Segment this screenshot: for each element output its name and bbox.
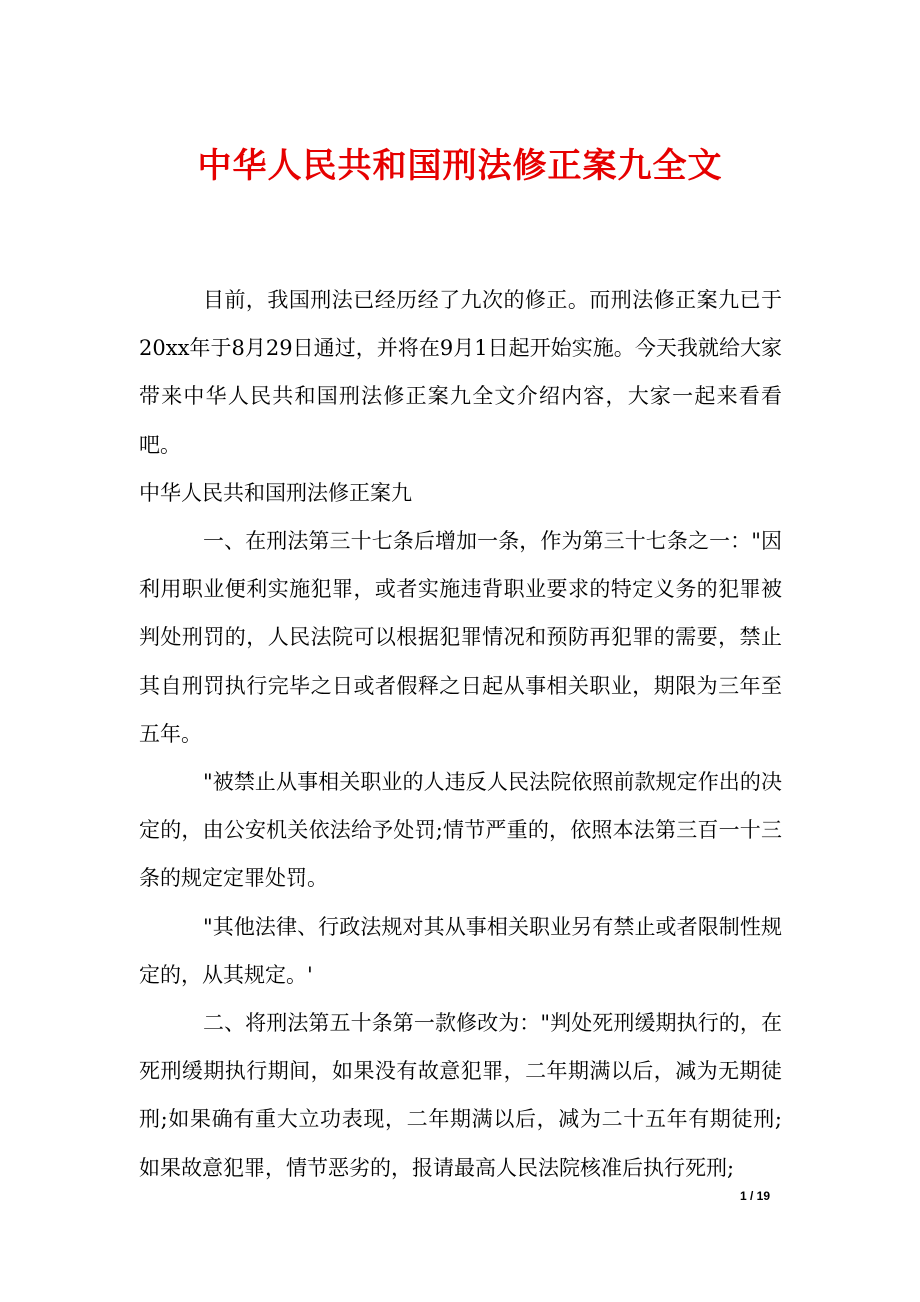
document-body bbox=[139, 276, 782, 1192]
article-two-paragraph: 二、将刑法第五十条第一款修改为："判处死刑缓期执行的，在死刑缓期执行期间，如果没有故意犯罪，二年期满以后，减为无期徒刑;如果确有重大立功表现，二年期满以后，减为二十五年有期徒刑;如果故意犯罪，情节恶劣的，报请最高人民法院核准后执行死刑; bbox=[139, 1011, 782, 1180]
intro-paragraph: 目前，我国刑法已经历经了九次的修正。而刑法修正案九已于20xx年于8月29日通过，并将在9月1日起开始实施。今天我就给大家带来中华人民共和国刑法修正案九全文介绍内容，大家一起来看看吧。 bbox=[139, 288, 782, 457]
document-title: 中华人民共和国刑法修正案九全文 bbox=[197, 146, 723, 186]
article-one-clause-three: "其他法律、行政法规对其从事相关职业另有禁止或者限制性规定的，从其规定。' bbox=[139, 914, 782, 987]
section-heading: 中华人民共和国刑法修正案九 bbox=[139, 480, 412, 505]
article-one-clause-two: "被禁止从事相关职业的人违反人民法院依照前款规定作出的决定的，由公安机关依法给予处罚;情节严重的，依照本法第三百一十三条的规定定罪处罚。 bbox=[139, 770, 782, 891]
page-number: 1 / 19 bbox=[740, 1189, 771, 1203]
article-one-paragraph: 一、在刑法第三十七条后增加一条，作为第三十七条之一："因利用职业便利实施犯罪，或者实施违背职业要求的特定义务的犯罪被判处刑罚的，人民法院可以根据犯罪情况和预防再犯罪的需要，禁止其自刑罚执行完毕之日或者假释之日起从事相关职业，期限为三年至五年。 bbox=[139, 529, 782, 746]
